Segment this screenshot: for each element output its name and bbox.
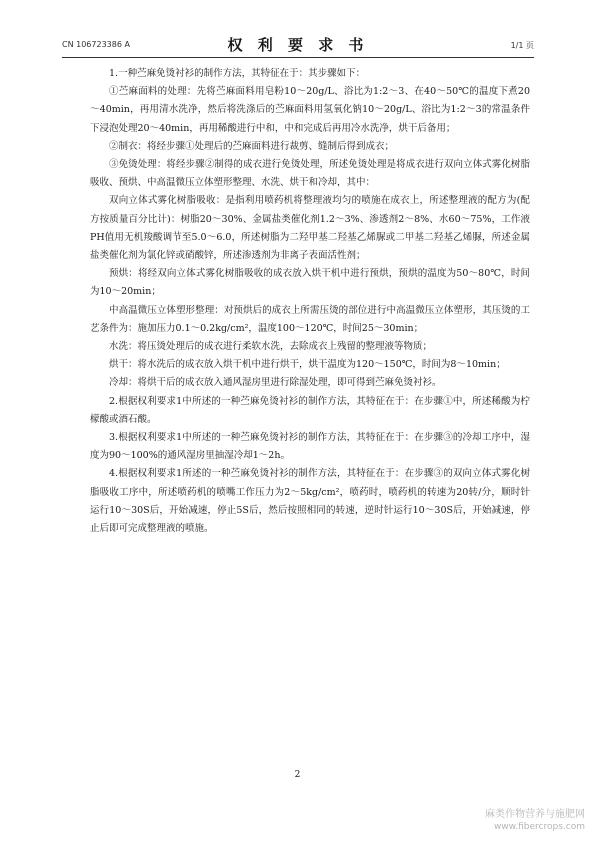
claims-body (90, 65, 530, 538)
watermark (485, 808, 585, 834)
page-indicator: 1/1 页 (510, 41, 534, 50)
claim-2: 2.根据权利要求1中所述的一种苎麻免烫衬衫的制作方法，其特征在于：在步骤①中，所述稀酸为柠檬酸或酒石酸。 (90, 395, 530, 425)
claim-1-washing: 水洗：将压烫处理后的成衣进行柔软水洗，去除成衣上残留的整理液等物质； (109, 341, 433, 353)
claim-1-step-3: ③免烫处理：将经步骤②制得的成衣进行免烫处理，所述免烫处理是将成衣进行双向立体式雾化树脂吸收、预烘、中高温微压立体塑形整理、水洗、烘干和冷却，其中： (90, 159, 530, 189)
claim-1-drying: 烘干：将水洗后的成衣放入烘干机中进行烘干，烘干温度为120～150℃，时间为8～10min； (109, 359, 506, 371)
header-divider (62, 57, 534, 58)
claim-1-cooling: 冷却：将烘干后的成衣放入通风湿房里进行除湿处理，即可得到苎麻免烫衬衫。 (109, 377, 442, 389)
page-header (62, 33, 534, 55)
claim-3: 3.根据权利要求1中所述的一种苎麻免烫衬衫的制作方法，其特征在于：在步骤③的冷却工序中，湿度为90～100%的通风湿房里抽湿冷却1～2h。 (90, 432, 530, 462)
claim-1-resin-absorption: 双向立体式雾化树脂吸收：是指利用喷药机将整理液均匀的喷施在成衣上，所述整理液的配方为(配方按质量百分比计)：树脂20～30%、金属盐类催化剂1.2～3%、渗透剂2～8%、水60～75%，工作液PH值用无机羧酸调节至5.0～6.0，所述树脂为二羟甲基二羟基乙烯脲或二甲基二羟基乙烯脲，所述金属盐类催化剂为氯化锌或硝酸锌，所述渗透剂为非离子表面活性剂； (90, 195, 530, 262)
claim-1-step-1: ①苎麻面料的处理：先将苎麻面料用皂粉10～20g/L、浴比为1:2～3、在40～50℃的温度下煮20～40min，再用清水洗净，然后将洗涤后的苎麻面料用氢氧化钠10～20g/L、浴比为1:2～3的常温条件下浸泡处理20～40min，再用稀酸进行中和，中和完成后再用冷水洗净，烘干后备用； (90, 86, 530, 134)
claim-1-shaping: 中高温微压立体塑形整理：对预烘后的成衣上所需压烫的部位进行中高温微压立体塑形，其压烫的工艺条件为：施加压力0.1～0.2kg/cm²，温度100～120℃，时间25～30min； (90, 304, 530, 334)
page-number: 2 (294, 770, 301, 780)
claim-1-pre-drying: 预烘：将经双向立体式雾化树脂吸收的成衣放入烘干机中进行预烘，预烘的温度为50～80℃，时间为10～20min； (90, 268, 530, 298)
document-title: 权 利 要 求 书 (227, 36, 369, 54)
claim-4: 4.根据权利要求1所述的一种苎麻免烫衬衫的制作方法，其特征在于：在步骤③的双向立体式雾化树脂吸收工序中，所述喷药机的喷嘴工作压力为2～5kg/cm²，喷药时，喷药机的转速为20转/分，顺时针运行10～30S后，开始减速，停止5S后，然后按照相同的转速，逆时针运行10～30S后，开始减速，停止后即可完成整理液的喷施。 (90, 468, 530, 535)
watermark-site-name: 麻类作物营养与施肥网 (485, 809, 585, 820)
claim-1-step-2: ②制衣：将经步骤①处理后的苎麻面料进行裁剪、缝制后得到成衣； (109, 140, 395, 152)
publication-number: CN 106723386 A (62, 40, 130, 49)
claim-1-intro: 1.一种苎麻免烫衬衫的制作方法，其特征在于：其步骤如下： (109, 68, 366, 79)
watermark-url: www.fibercrops.com (494, 822, 585, 832)
